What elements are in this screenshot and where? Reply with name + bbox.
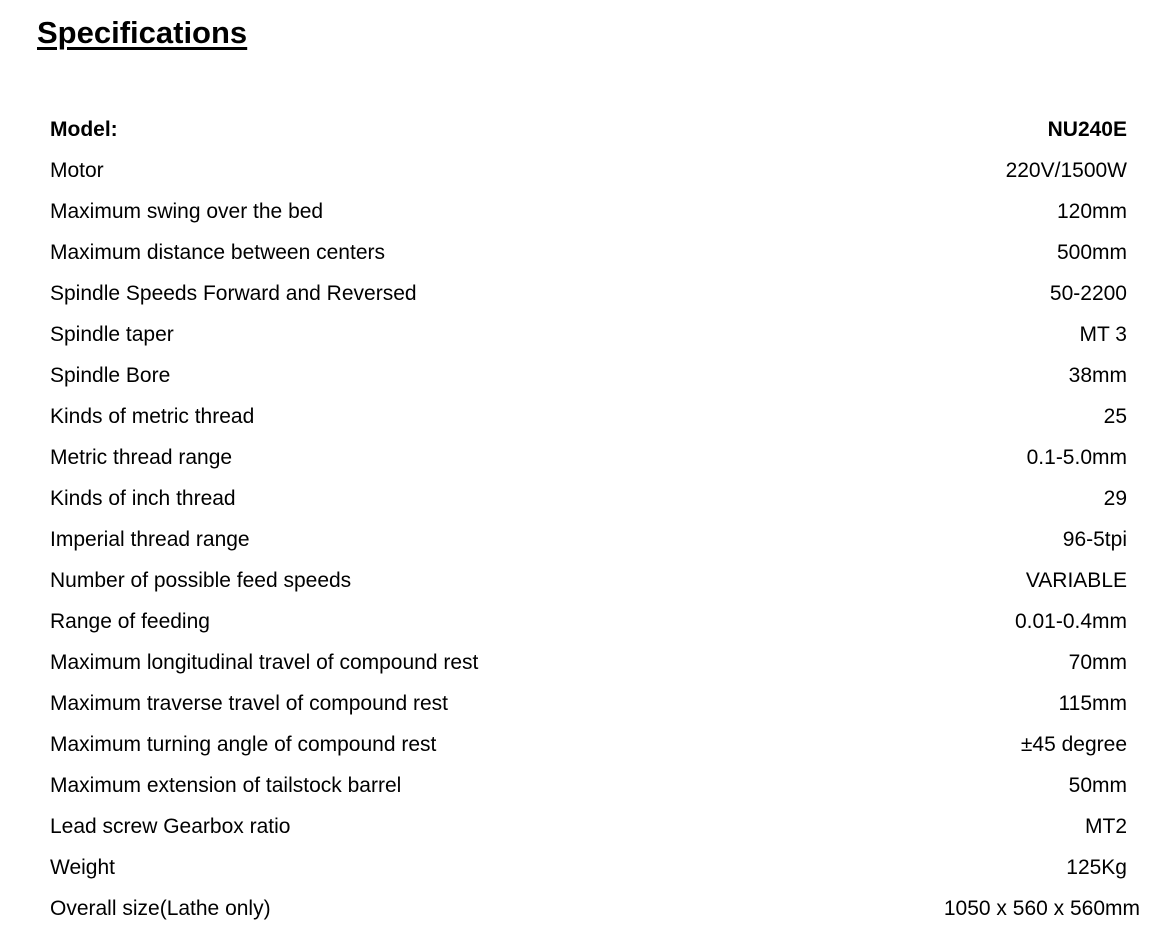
spec-label: Spindle Speeds Forward and Reversed [50,282,417,305]
spec-label: Maximum turning angle of compound rest [50,733,437,756]
spec-value: 0.1-5.0mm [1026,446,1127,469]
table-row [50,191,1140,232]
spec-value: 500mm [1056,241,1127,264]
table-row [50,437,1140,478]
table-row [50,355,1140,396]
table-row [50,273,1140,314]
spec-label: Imperial thread range [50,528,250,551]
spec-label: Spindle taper [50,323,174,346]
spec-label: Kinds of inch thread [50,487,236,510]
table-row [50,642,1140,683]
table-row [50,519,1140,560]
table-row [50,683,1140,724]
specifications-table [50,109,1140,929]
spec-value: 50mm [1068,774,1127,797]
spec-label: Motor [50,159,104,182]
spec-label: Maximum extension of tailstock barrel [50,774,402,797]
table-row [50,560,1140,601]
table-row [50,314,1140,355]
spec-value: VARIABLE [1025,569,1127,592]
spec-value: 96-5tpi [1062,528,1127,551]
spec-label: Lead screw Gearbox ratio [50,815,291,838]
spec-value: MT 3 [1079,323,1127,346]
spec-label: Weight [50,856,115,879]
table-row [50,478,1140,519]
table-row [50,888,1140,929]
table-row [50,765,1140,806]
model-value: NU240E [1047,118,1127,141]
spec-value: 220V/1500W [1005,159,1127,182]
table-row [50,601,1140,642]
spec-label: Maximum traverse travel of compound rest [50,692,448,715]
table-row [50,847,1140,888]
spec-label: Overall size(Lathe only) [50,897,271,920]
page-title: Specifications [37,15,248,50]
table-row [50,150,1140,191]
spec-value: 125Kg [1066,856,1127,879]
spec-label: Maximum swing over the bed [50,200,324,223]
spec-value: 38mm [1068,364,1127,387]
spec-value: 115mm [1058,692,1127,715]
spec-value: MT2 [1085,815,1127,838]
spec-value: 50-2200 [1049,282,1127,305]
spec-value: ±45 degree [1020,733,1127,756]
spec-label: Number of possible feed speeds [50,569,352,592]
spec-label: Spindle Bore [50,364,171,387]
model-label: Model: [50,118,118,141]
spec-value: 29 [1103,487,1127,510]
spec-value: 25 [1103,405,1127,428]
table-row [50,724,1140,765]
table-header-row [50,109,1140,150]
table-row [50,232,1140,273]
spec-label: Kinds of metric thread [50,405,255,428]
spec-label: Maximum distance between centers [50,241,385,264]
spec-value: 1050 x 560 x 560mm [943,897,1140,920]
spec-label: Metric thread range [50,446,233,469]
table-row [50,396,1140,437]
spec-value: 70mm [1068,651,1127,674]
spec-value: 0.01-0.4mm [1014,610,1127,633]
spec-label: Range of feeding [50,610,210,633]
spec-value: 120mm [1056,200,1127,223]
table-row [50,806,1140,847]
spec-rows [50,150,1140,929]
spec-label: Maximum longitudinal travel of compound rest [50,651,479,674]
